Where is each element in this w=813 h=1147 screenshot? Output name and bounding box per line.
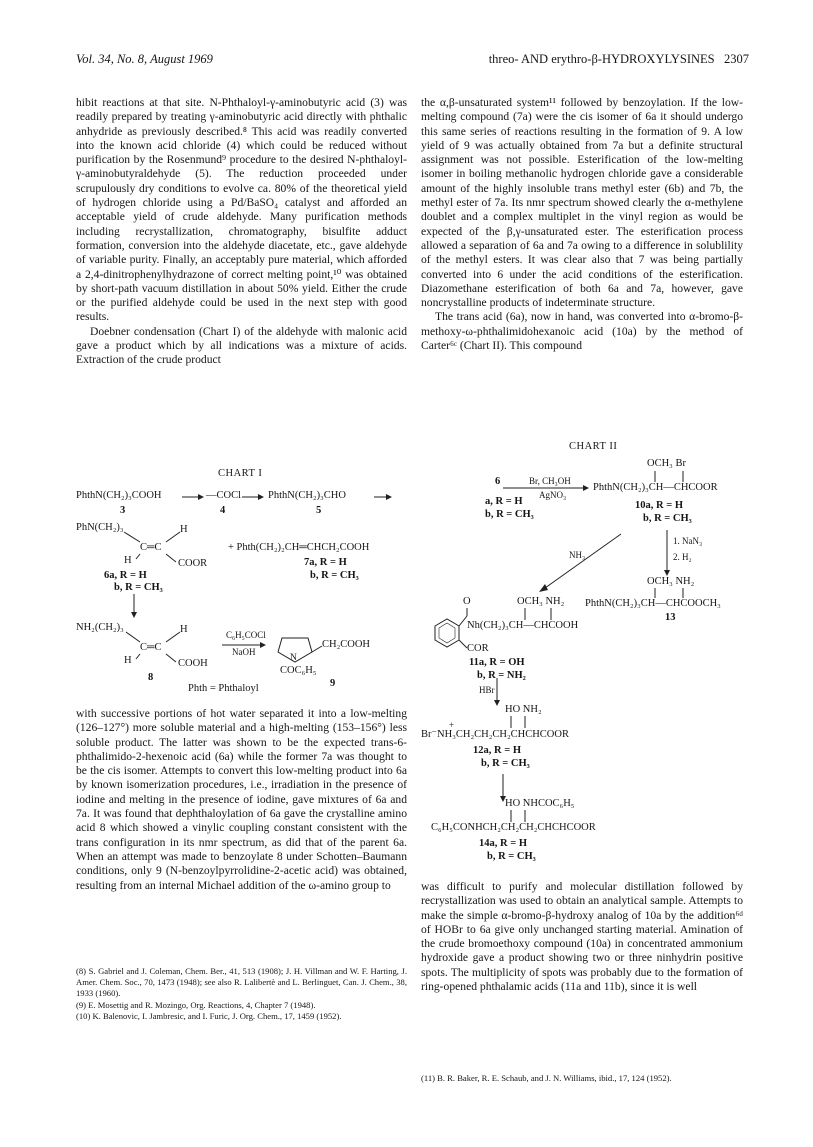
- compound-8-double-bond: C═C: [140, 642, 162, 653]
- footnote-9: (9) E. Mosettig and R. Mozingo, Org. Reactions, 4, Chapter 7 (1948).: [76, 999, 316, 1010]
- footnote-8: (8) S. Gabriel and J. Coleman, Chem. Ber., 41, 513 (1908); J. H. Villman and W. F. Harting, J. Amer. Chem. Soc., 70, 1473 (1948); see also R. Lalibertè and L. Berlinguet, Can. J. Chem., 38, 1933 (1960).: [76, 966, 407, 999]
- compound-8-carboxyl: COOH: [178, 658, 208, 669]
- footnote-11: (11) B. R. Baker, R. E. Schaub, and J. N. Williams, ibid., 17, 124 (1952).: [421, 1073, 672, 1083]
- label-14a: 14a, R = H: [479, 838, 527, 849]
- chart-two-lines: [421, 438, 743, 870]
- compound-8-h-bottom: H: [124, 655, 132, 666]
- running-header-title: threo- AND erythro-β-HYDROXYLYSINES: [488, 52, 715, 66]
- paragraph: was difficult to purify and molecular distillation followed by recrystallization was used to obtain an analytical sample. Attempts to make the simple α-bromo-β-hydroxy analog of 10a by the addition⁶ᵈ of HOBr to 6a give only unchanged starting material. Amination of the crude bromoethoxy compound (10a) in concentrated ammonium hydroxide gave a product showing two or three ninhydrin positive spots. The multiplicity of spots was probably due to the formation of ring-opened phthalamic acids (11a and 11b), since it is well: [421, 880, 743, 994]
- compound-6-h-top: H: [180, 524, 188, 535]
- right-column-top: [421, 96, 743, 353]
- label-9: 9: [330, 678, 336, 689]
- running-header-right: [489, 52, 749, 67]
- label-3: 3: [120, 505, 126, 516]
- left-column-top: [76, 96, 407, 368]
- label-6a-chart2: a, R = H: [485, 496, 523, 507]
- label-7b: b, R = CH₃: [310, 570, 359, 581]
- reagent-naoh: NaOH: [232, 647, 256, 657]
- compound-13: PhthN(CH₂)₃CH—CHCOOCH₃: [585, 598, 721, 609]
- chart-one-title: CHART I: [218, 468, 263, 479]
- label-4: 4: [220, 505, 226, 516]
- paragraph: with successive portions of hot water separated it into a low-melting (126–127°) more soluble material and a high-melting (153–156°) less soluble product. The latter was shown to be the expected trans-6-phthalimido-2-hexenoic acid (6a) while the former 7a was thought to be the cis isomer. Attempts to convert this low-melting product into 6a by known isomerization procedures, i.e., irradiation in the presence of iodine and melting in the presence of iodine, gave mixtures of 6a and 7a. It was found that dephthaloylation of 6a gave the crystalline amino acid 8 which showed a vinylic coupling constant consistent with the trans configuration in its nmr spectrum, as did that of the parent 6a. When an attempt was made to benzoylate 8 under Schotten–Baumann conditions, only 9 (N-benzoylpyrrolidine-2-acetic acid) was obtained, resulting from an internal Michael addition of the ω-amino group to: [76, 707, 407, 892]
- label-8: 8: [148, 672, 154, 683]
- compound-14: C₆H₅CONHCH₂CH₂CH₂CHCHCOOR: [431, 822, 596, 833]
- label-14b: b, R = CH₃: [487, 851, 536, 862]
- compound-10: PhthN(CH₂)₃CH—CHCOOR: [593, 482, 718, 493]
- paragraph: The trans acid (6a), now in hand, was converted into α-bromo-β-methoxy-ω-phthalimidohexanoic acid (10a) by the method of Carter⁶ᶜ (Chart II). This compound: [421, 310, 743, 353]
- compound-11: Nh(CH₂)₃CH—CHCOOH: [467, 620, 579, 631]
- compound-12-charge: +: [449, 720, 455, 730]
- reagent-bromine-methanol: Br, CH₃OH: [529, 476, 571, 486]
- label-12b: b, R = CH₃: [481, 758, 530, 769]
- compound-11-carbonyl-oxygen: O: [463, 596, 471, 607]
- label-11a: 11a, R = OH: [469, 657, 525, 668]
- paragraph: the α,β-unsaturated system¹¹ followed by benzoylation. If the low-melting compound (7a) were the cis isomer of 6a it should undergo this same series of reactions resulting in the formation of 9. A low yield of 9 was actually obtained from 7a but a definite structural assignment was not possible. Esterification of the low-melting isomer in boiling methanolic hydrogen chloride gave a considerable amount of the highly insoluble trans methyl ester (6b) and 7b, the methyl ester of 7a. Its nmr spectrum showed clearly the α-methylene doublet and a complex multiplet in the vinyl region as would be expected of the β,γ-unsaturated ester. The esterification process allowed a separation of 6a and 7a owing to a difference in solublility of the methyl esters. It was clear also that 7 was being partially converted into 6 under the acid conditions of the esterification. Diazomethane esterification of both 6a and 7a, however, gave noncrystalline products of indeterminate structure.: [421, 96, 743, 310]
- reagent-silver-nitrate: AgNO₃: [539, 490, 567, 500]
- label-10b: b, R = CH₃: [643, 513, 692, 524]
- label-6a: 6a, R = H: [104, 570, 147, 581]
- label-6b: b, R = CH₃: [114, 582, 163, 593]
- paragraph: hibit reactions at that site. N-Phthaloyl-γ-aminobutyric acid (3) was readily prepared by treating γ-aminobutyric acid directly with phthalic anhydride as previously described.⁸ This acid was readily converted into the known acid chloride (4) which could be reduced without purification by the Rosenmund⁹ procedure to the desired N-phthaloyl-γ-aminobutyraldehyde (5). The reduction proceeded under scrupulously dry conditions to evolve ca. 80% of the theoretical yield of hydrogen chloride using a Pd/BaSO₄ catalyst and afforded an acceptable yield of crude aldehyde. Many purification methods including recrystallization, chromatography, bisulfite adduct formation, conversion into the aldehyde diacetate, etc., gave aldehyde of variable purity. Finally, an acceptably pure material, which afforded a 2,4-dinitrophenylhydrazone of correct melting point,¹⁰ was obtained by short-path vacuum distillation in about 50% yield. Either the crude or the purified aldehyde could be used in the next step with good results.: [76, 96, 407, 324]
- label-7a: 7a, R = H: [304, 557, 347, 568]
- compound-9-benzoyl: COC₆H₅: [280, 665, 317, 676]
- compound-3: PhthN(CH₂)₃COOH: [76, 490, 162, 501]
- compound-5: PhthN(CH₂)₃CHO: [268, 490, 346, 501]
- label-13: 13: [665, 612, 676, 623]
- label-11b: b, R = NH₂: [477, 670, 526, 681]
- chart-two-title: CHART II: [569, 441, 618, 452]
- chart-one: [76, 462, 408, 697]
- chart-one-legend: Phth = Phthaloyl: [188, 683, 259, 694]
- footnote-10: (10) K. Balenovic, I. Jambresic, and I. Furic, J. Org. Chem., 17, 1459 (1952).: [76, 1010, 342, 1021]
- right-column-bottom: [421, 880, 743, 994]
- step-hydrogenation: 2. H₂: [673, 552, 692, 562]
- reagent-ammonia: NH₃: [569, 550, 586, 560]
- compound-6-substituent: PhN(CH₂)₃: [76, 522, 124, 533]
- compound-11-substituents: OCH₃ NH₂: [517, 596, 565, 607]
- label-12a: 12a, R = H: [473, 745, 521, 756]
- compound-4: —COCl: [206, 490, 242, 501]
- page-number: 2307: [724, 52, 749, 66]
- compound-7: + Phth(CH₂)₂CH═CHCH₂COOH: [228, 542, 370, 553]
- compound-9-side-chain: CH₂COOH: [322, 639, 370, 650]
- label-10a: 10a, R = H: [635, 500, 683, 511]
- label-5: 5: [316, 505, 322, 516]
- footnotes-left: [76, 966, 407, 1022]
- paragraph: Doebner condensation (Chart I) of the aldehyde with malonic acid gave a product which by all indications was a mixture of acids. Extraction of the crude product: [76, 324, 407, 367]
- ring-nitrogen: N: [290, 653, 297, 663]
- compound-6-h-bottom: H: [124, 555, 132, 566]
- label-6b-chart2: b, R = CH₃: [485, 509, 534, 520]
- compound-13-substituents: OCH₃ NH₂: [647, 576, 695, 587]
- footnotes-right: [421, 1073, 743, 1084]
- compound-6-carboxyl: COOR: [178, 558, 208, 569]
- label-6: 6: [495, 476, 501, 487]
- step-sodium-azide: 1. NaN₃: [673, 536, 703, 546]
- compound-12: Br⁻NH₃CH₂CH₂CH₂CHCHCOOR: [421, 729, 569, 740]
- reagent-hbr: HBr: [479, 685, 495, 695]
- compound-8-h-top: H: [180, 624, 188, 635]
- compound-11-cor: COR: [467, 643, 489, 654]
- reagent-benzoyl-chloride: C₆H₅COCl: [226, 630, 266, 640]
- compound-12-substituents: HO NH₂: [505, 704, 542, 715]
- running-header-left: Vol. 34, No. 8, August 1969: [76, 52, 213, 66]
- chart-two: [421, 438, 743, 870]
- compound-8-substituent: NH₂(CH₂)₃: [76, 622, 124, 633]
- compound-10-substituents: OCH₃ Br: [647, 458, 686, 469]
- compound-14-substituents: HO NHCOC₆H₅: [505, 798, 575, 809]
- compound-6-double-bond: C═C: [140, 542, 162, 553]
- left-column-bottom: [76, 707, 407, 893]
